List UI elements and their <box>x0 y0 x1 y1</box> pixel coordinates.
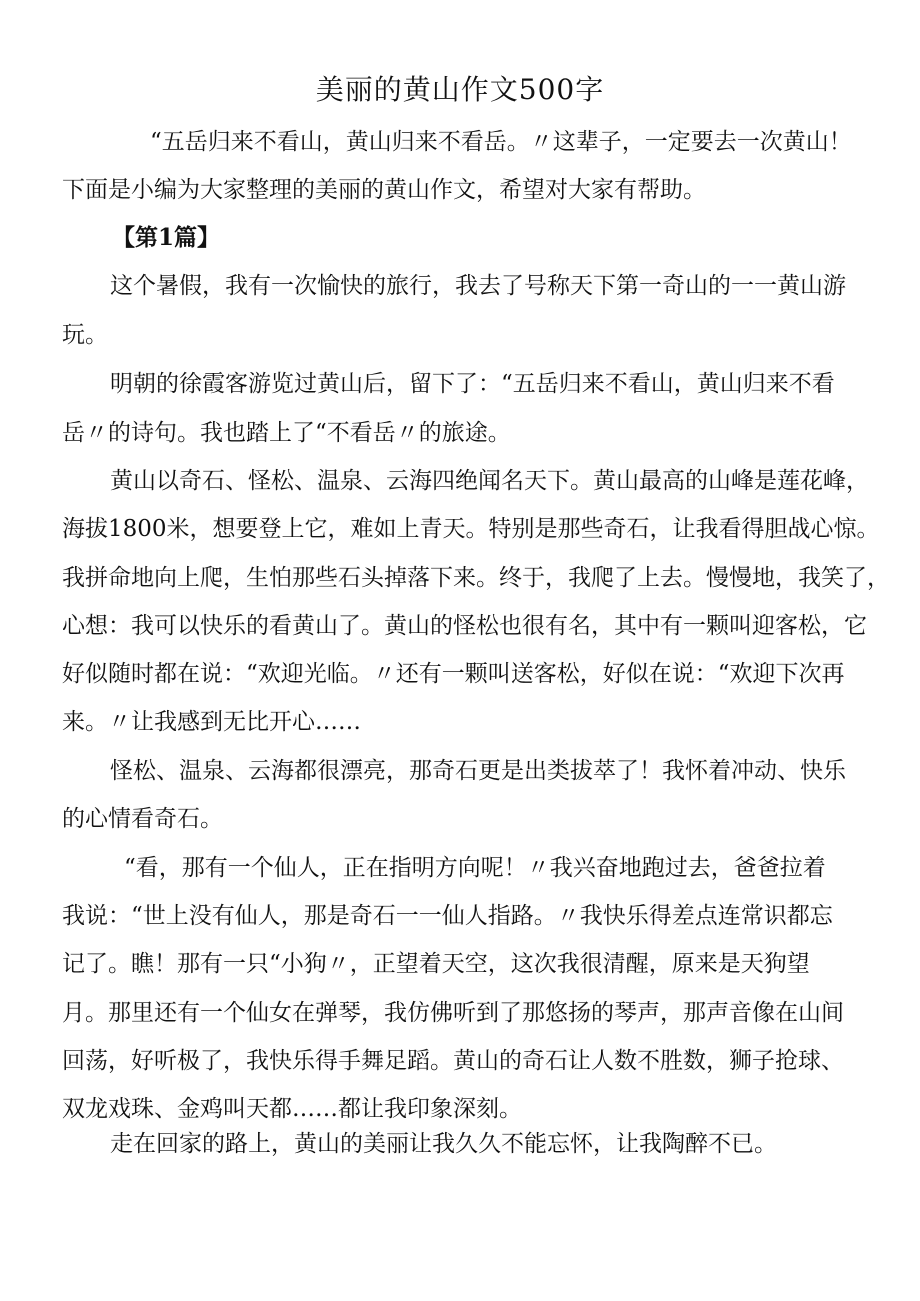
paragraph-line: 记了。瞧！那有一只“小狗〃，正望着天空，这次我很清醒，原来是天狗望 <box>62 951 810 977</box>
paragraph-line: 海拔1800米，想要登上它，难如上青天。特别是那些奇石，让我看得胆战心惊。 <box>62 516 880 542</box>
paragraph-line: 月。那里还有一个仙女在弹琴，我仿佛听到了那悠扬的琴声，那声音像在山间 <box>62 1000 844 1026</box>
paragraph-line: 明朝的徐霞客游览过黄山后，留下了：“五岳归来不看山，黄山归来不看 <box>110 371 835 397</box>
paragraph-line: 我拼命地向上爬，生怕那些石头掉落下来。终于，我爬了上去。慢慢地，我笑了， <box>62 565 890 591</box>
paragraph-line: 来。〃让我感到无比开心…… <box>62 709 361 735</box>
intro-line: 下面是小编为大家整理的美丽的黄山作文，希望对大家有帮助。 <box>62 177 706 203</box>
paragraph-line: 的心情看奇石。 <box>62 806 223 832</box>
paragraph-line: 回荡，好听极了，我快乐得手舞足蹈。黄山的奇石让人数不胜数，狮子抢球、 <box>62 1048 844 1074</box>
paragraph-line: 岳〃的诗句。我也踏上了“不看岳〃的旅途。 <box>62 420 511 446</box>
intro-line: “五岳归来不看山，黄山归来不看岳。〃这辈子，一定要去一次黄山！ <box>150 129 852 155</box>
paragraph-line: 黄山以奇石、怪松、温泉、云海四绝闻名天下。黄山最高的山峰是莲花峰， <box>110 468 869 494</box>
paragraph-line: 走在回家的路上，黄山的美丽让我久久不能忘怀，让我陶醉不已。 <box>110 1131 777 1157</box>
document-title: 美丽的黄山作文500字 <box>315 73 605 106</box>
paragraph-line: 这个暑假，我有一次愉快的旅行，我去了号称天下第一奇山的一一黄山游 <box>110 273 846 299</box>
paragraph-line: 双龙戏珠、金鸡叫天都……都让我印象深刻。 <box>62 1096 522 1122</box>
paragraph-line: 好似随时都在说：“欢迎光临。〃还有一颗叫送客松，好似在说：“欢迎下次再 <box>62 661 845 687</box>
paragraph-line: 怪松、温泉、云海都很漂亮，那奇石更是出类拔萃了！我怀着冲动、快乐 <box>110 758 846 784</box>
paragraph-line: 心想：我可以快乐的看黄山了。黄山的怪松也很有名，其中有一颗叫迎客松，它 <box>62 613 867 639</box>
section-heading: 【第1篇】 <box>112 224 221 251</box>
paragraph-line: “看，那有一个仙人，正在指明方向呢！〃我兴奋地跑过去，爸爸拉着 <box>124 855 826 881</box>
paragraph-line: 我说：“世上没有仙人，那是奇石一一仙人指路。〃我快乐得差点连常识都忘 <box>62 903 833 929</box>
paragraph-line: 玩。 <box>62 322 108 348</box>
